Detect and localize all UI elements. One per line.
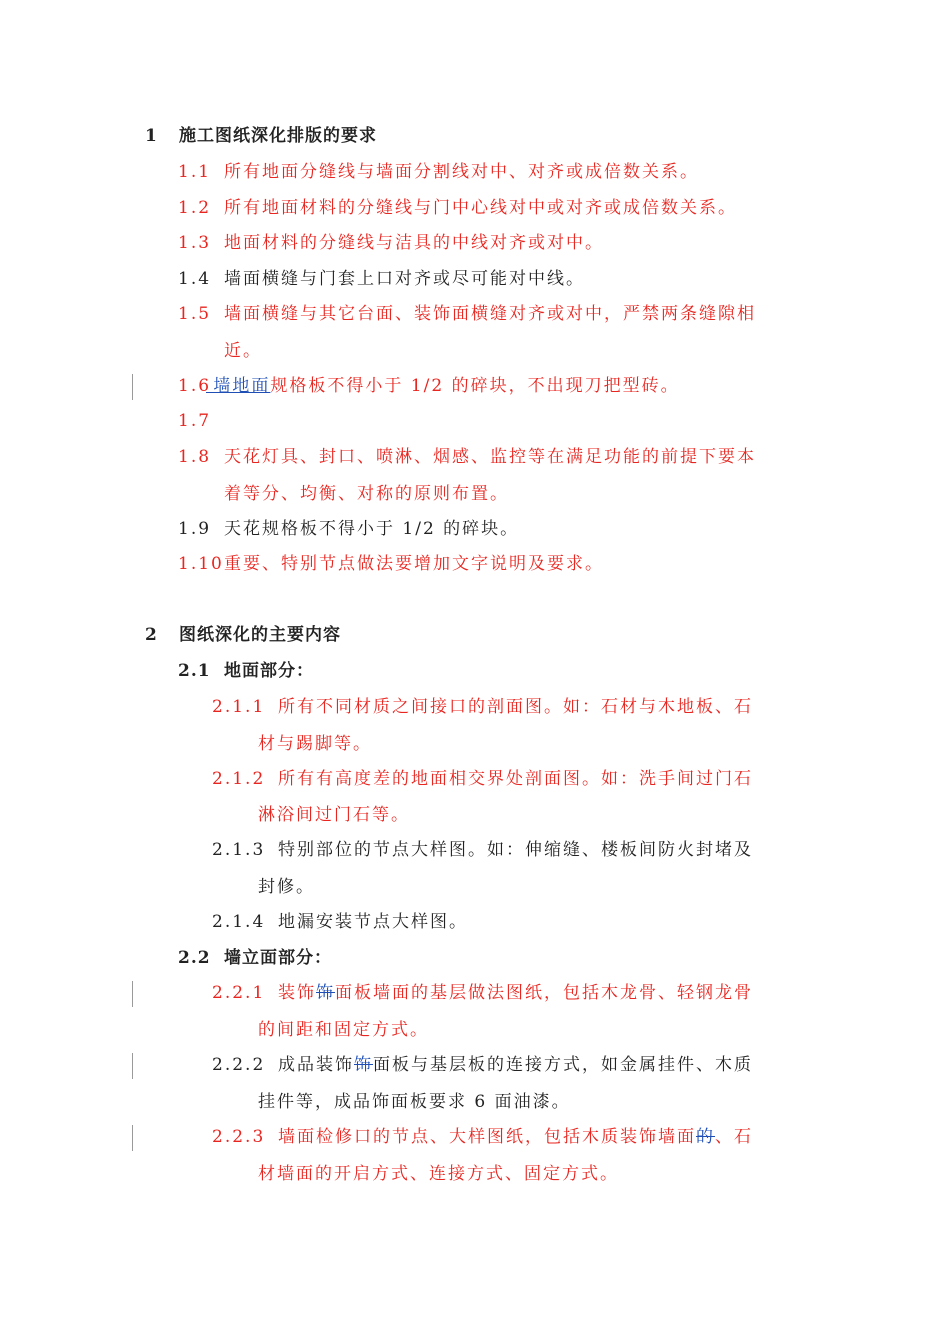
item-text: 地漏安装节点大样图。 <box>278 912 468 932</box>
item-number: 1.7 <box>178 411 212 431</box>
item-continuation: 着等分、均衡、对称的原则布置。 <box>224 484 509 504</box>
subsection-title: 地面部分： <box>224 661 314 681</box>
deleted-text: 饰 <box>354 1055 373 1075</box>
item-text: 天花规格板不得小于 1/2 的碎块。 <box>224 519 520 539</box>
item-text: 、石 <box>715 1127 753 1147</box>
item-text: 面板与基层板的连接方式，如金属挂件、木质 <box>373 1055 753 1075</box>
item-text: 重要、特别节点做法要增加文字说明及要求。 <box>224 554 604 574</box>
list-item <box>178 374 680 398</box>
list-item <box>212 767 753 791</box>
item-number: 1.4 <box>178 269 212 289</box>
inserted-text: 墙地面 <box>206 376 271 396</box>
item-text: 规格板不得小于 1/2 的碎块，不出现刀把型砖。 <box>270 376 680 396</box>
change-bar <box>132 1125 133 1151</box>
item-number: 1.9 <box>178 519 212 539</box>
item-continuation: 材与踢脚等。 <box>258 734 372 754</box>
subsection-number: 2.2 <box>178 948 211 968</box>
list-item <box>178 231 604 255</box>
list-item <box>178 160 699 184</box>
section-title: 图纸深化的主要内容 <box>179 625 341 645</box>
item-continuation: 材墙面的开启方式、连接方式、固定方式。 <box>258 1164 619 1184</box>
item-text: 墙面横缝与门套上口对齐或尽可能对中线。 <box>224 269 585 289</box>
section-title: 施工图纸深化排版的要求 <box>179 126 377 146</box>
item-number: 1.8 <box>178 447 212 467</box>
item-continuation: 淋浴间过门石等。 <box>258 805 410 825</box>
deleted-text: 的 <box>696 1127 715 1147</box>
item-number: 1.2 <box>178 198 212 218</box>
deleted-text: 饰 <box>316 983 335 1003</box>
item-text: 面板墙面的基层做法图纸，包括木龙骨、轻钢龙骨 <box>335 983 753 1003</box>
list-item <box>178 552 604 576</box>
item-number: 2.1.3 <box>212 840 266 860</box>
list-item <box>212 1053 753 1077</box>
item-text: 所有不同材质之间接口的剖面图。如：石材与木地板、石 <box>278 697 753 717</box>
change-bar <box>132 374 133 400</box>
item-number: 2.1.2 <box>212 769 266 789</box>
item-continuation: 挂件等，成品饰面板要求 6 面油漆。 <box>258 1092 571 1112</box>
item-number: 1.3 <box>178 233 212 253</box>
item-text: 所有地面分缝线与墙面分割线对中、对齐或成倍数关系。 <box>224 162 699 182</box>
item-text: 地面材料的分缝线与洁具的中线对齐或对中。 <box>224 233 604 253</box>
list-item <box>178 267 585 291</box>
subsection-number: 2.1 <box>178 661 211 681</box>
item-text-pre: 墙面检修口的节点、大样图纸，包括木质装饰墙面 <box>278 1127 696 1147</box>
change-bar <box>132 981 133 1007</box>
item-number: 2.1.1 <box>212 697 266 717</box>
list-item <box>212 981 753 1005</box>
item-text: 天花灯具、封口、喷淋、烟感、监控等在满足功能的前提下要本 <box>224 447 756 467</box>
list-item <box>212 1125 753 1149</box>
item-continuation: 的间距和固定方式。 <box>258 1020 429 1040</box>
item-number: 2.2.2 <box>212 1055 266 1075</box>
section-heading <box>145 124 377 148</box>
subsection-title: 墙立面部分： <box>224 948 332 968</box>
item-text-pre: 装饰 <box>278 983 316 1003</box>
list-item <box>212 910 468 934</box>
list-item <box>178 409 224 433</box>
item-text-pre: 成品装饰 <box>278 1055 354 1075</box>
item-number: 1.1 <box>178 162 212 182</box>
list-item <box>178 196 737 220</box>
section-heading <box>145 623 341 647</box>
item-number: 1.6 <box>178 376 212 396</box>
item-number: 1.5 <box>178 304 212 324</box>
list-item <box>212 838 753 862</box>
section-number: 1 <box>145 126 158 146</box>
list-item <box>178 445 756 469</box>
item-number: 2.2.3 <box>212 1127 266 1147</box>
section-number: 2 <box>145 625 158 645</box>
item-text: 特别部位的节点大样图。如：伸缩缝、楼板间防火封堵及 <box>278 840 753 860</box>
subsection-heading <box>178 946 332 970</box>
item-continuation: 封修。 <box>258 877 315 897</box>
item-text: 墙面横缝与其它台面、装饰面横缝对齐或对中，严禁两条缝隙相 <box>224 304 756 324</box>
list-item <box>178 517 519 541</box>
item-number: 1.10 <box>178 554 224 574</box>
list-item <box>212 695 753 719</box>
item-text: 所有地面材料的分缝线与门中心线对中或对齐或成倍数关系。 <box>224 198 737 218</box>
item-number: 2.1.4 <box>212 912 266 932</box>
change-bar <box>132 1053 133 1079</box>
list-item <box>178 302 756 326</box>
item-continuation: 近。 <box>224 341 262 361</box>
subsection-heading <box>178 659 314 683</box>
item-number: 2.2.1 <box>212 983 266 1003</box>
item-text: 所有有高度差的地面相交界处剖面图。如：洗手间过门石 <box>278 769 753 789</box>
